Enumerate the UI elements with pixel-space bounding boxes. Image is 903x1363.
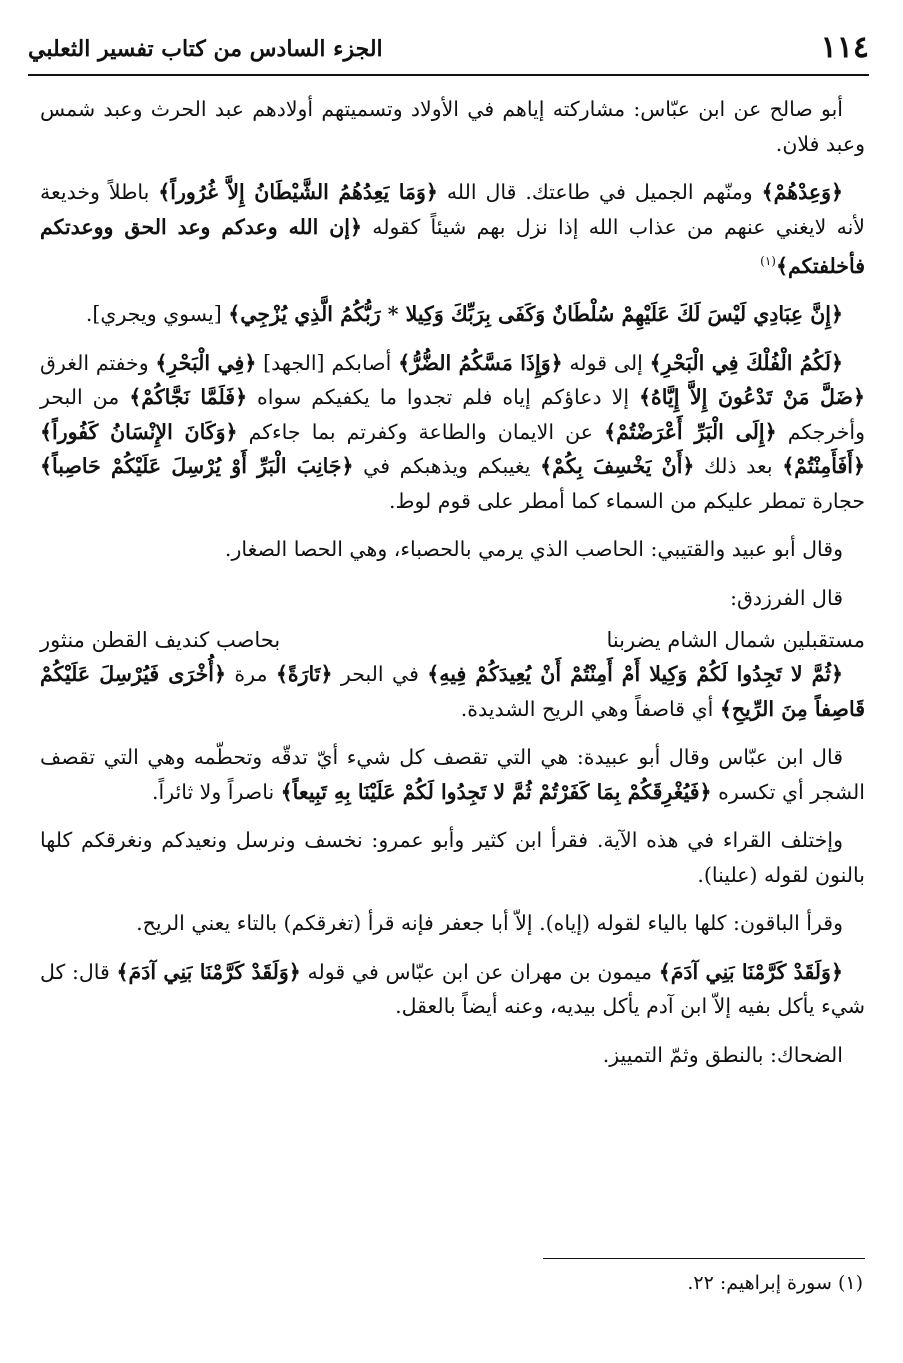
paragraph-text: ناصراً ولا ثائراً. bbox=[151, 779, 281, 804]
paragraph-text: قال: كل شيء يأكل بفيه إلاّ ابن آدم يأكل بيديه، وعنه أيضاً بالعقل. bbox=[40, 959, 865, 1019]
paragraph-text: مرة bbox=[225, 662, 276, 687]
poetry-verse bbox=[40, 623, 865, 657]
paragraph-text: قال ابن عبّاس وقال أبو عبيدة: هي التي تقصف كل شيء أيّ تدقّه وتحطّمه وهي التي تقصف الشجر أي تكسره bbox=[40, 745, 865, 804]
quran-quote: ﴿وَإِذَا مَسَّكُمُ الضُّرُّ﴾ bbox=[398, 350, 563, 375]
paragraph-text: أصابكم [الجهد] bbox=[256, 350, 399, 375]
paragraph: وقال أبو عبيد والقتيبي: الحاصب الذي يرمي بالحصباء، وهي الحصا الصغار. bbox=[224, 537, 843, 562]
paragraph-text: باطلاً وخديعة لأنه لايغني عنهم من عذاب الله إذا نزل بهم شيئاً كقوله bbox=[40, 180, 865, 239]
quran-quote: ﴿فَلَمَّا نَجَّاكُمْ﴾ bbox=[129, 385, 248, 410]
paragraph-text: إلى قوله bbox=[562, 350, 650, 375]
quran-quote: ﴿ثُمَّ لا تَجِدُوا لَكُمْ وَكِيلا أَمْ أَمِنْتُمْ أَنْ يُعِيدَكُمْ فِيهِ﴾ bbox=[427, 662, 844, 687]
quran-quote: ﴿أَنْ يَخْسِفَ بِكُمْ﴾ bbox=[540, 454, 695, 479]
footnote-text: (١) سورة إبراهيم: ٢٢. bbox=[687, 1272, 863, 1294]
quran-quote: ﴿وَكَانَ الإِنْسَانُ كَفُوراً﴾ bbox=[40, 419, 238, 444]
paragraph: وقرأ الباقون: كلها بالياء لقوله (إياه). إلاّ أبا جعفر فإنه قرأ (تغرقكم) بالتاء يعني الريح. bbox=[136, 911, 843, 936]
paragraph bbox=[40, 955, 865, 1024]
paragraph-text: حجارة تمطر عليكم من السماء كما أمطر على قوم لوط. bbox=[388, 488, 865, 513]
paragraph-text: ميمون بن مهران عن ابن عبّاس في قوله bbox=[300, 959, 659, 984]
running-title: الجزء السادس من كتاب تفسير الثعلبي bbox=[28, 36, 383, 62]
paragraph: الضحاك: بالنطق وثمّ التمييز. bbox=[602, 1042, 843, 1067]
paragraph bbox=[40, 297, 865, 332]
quran-quote: ﴿فَيُغْرِقَكُمْ بِمَا كَفَرْتُمْ ثُمَّ لا تَجِدُوا لَكُمْ عَلَيْنَا بِهِ تَبِيعاً﴾ bbox=[280, 779, 712, 804]
verse-first-hemistich: مستقبلين شمال الشام يضربنا bbox=[606, 628, 865, 653]
quran-quote: ﴿لَكُمُ الْفُلْكَ فِي الْبَحْرِ﴾ bbox=[649, 350, 844, 375]
paragraph-text: إلا دعاؤكم إياه فلم تجدوا ما يكفيكم سواه bbox=[247, 385, 639, 410]
page-header bbox=[28, 28, 869, 76]
paragraph bbox=[40, 740, 865, 809]
paragraph-text: يغيبكم ويذهبكم في bbox=[353, 454, 541, 479]
footnote-divider bbox=[543, 1258, 865, 1259]
quran-quote: ﴿وَلَقَدْ كَرَّمْنَا بَنِي آدَمَ﴾ bbox=[116, 959, 301, 984]
paragraph-text: أي قاصفاً وهي الريح الشديدة. bbox=[460, 696, 720, 721]
quran-quote: ﴿وَمَا يَعِدُهُمُ الشَّيْطَانُ إِلاَّ غُرُوراً﴾ bbox=[158, 180, 438, 204]
quran-quote: ﴿تَارَةً﴾ bbox=[275, 662, 333, 687]
paragraph-text: في البحر bbox=[332, 662, 428, 687]
quran-quote: ﴿إِلَى الْبَرِّ أَعْرَضْتُمْ﴾ bbox=[604, 419, 777, 444]
hadith-quote: ﴿إن الله وعدكم وعد الحق ووعدتكم فأخلفتكم﴾ bbox=[40, 214, 865, 278]
paragraph: أبو صالح عن ابن عبّاس: مشاركته إياهم في الأولاد وتسميتهم أولادهم عبد الحرث وعبد شمس وعبد فلان. bbox=[40, 97, 865, 156]
paragraph-text: عن الايمان والطاعة وكفرتم بما جاءكم bbox=[237, 419, 605, 444]
paragraph bbox=[40, 346, 865, 519]
footnote-reference[interactable]: (١) bbox=[760, 254, 776, 268]
quran-quote: ﴿إِنَّ عِبَادِي لَيْسَ لَكَ عَلَيْهِمْ سُلْطَانٌ وَكَفَى بِرَبِّكَ وَكِيلا * رَبُّكُمُ الَّذِي يُزْجِي﴾ bbox=[228, 302, 843, 327]
paragraph-text: بعد ذلك bbox=[694, 454, 783, 479]
verse-second-hemistich: بحاصب كنديف القطن منثور bbox=[40, 628, 281, 653]
quran-quote: ﴿أَفَأَمِنْتُمْ﴾ bbox=[782, 454, 865, 479]
paragraph bbox=[40, 657, 865, 726]
paragraph-text: من البحر وأخرجكم bbox=[40, 385, 865, 444]
page-number: ١١٤ bbox=[820, 30, 869, 65]
quran-quote: ﴿جَانِبَ الْبَرِّ أَوْ يُرْسِلَ عَلَيْكُمْ حَاصِباً﴾ bbox=[40, 454, 354, 479]
quran-quote: ﴿وَعِدْهُمْ﴾ bbox=[761, 180, 843, 204]
footnote bbox=[40, 1268, 863, 1298]
quran-quote: ﴿وَلَقَدْ كَرَّمْنَا بَنِي آدَمَ﴾ bbox=[658, 959, 843, 984]
page-body bbox=[40, 92, 865, 1086]
paragraph-text: ومنّهم الجميل في طاعتك. قال الله bbox=[437, 180, 762, 204]
quran-quote: ﴿ضَلَّ مَنْ تَدْعُونَ إِلاَّ إِيَّاهُ﴾ bbox=[638, 385, 865, 410]
paragraph: قال الفرزدق: bbox=[730, 585, 843, 610]
paragraph: وإختلف القراء في هذه الآية. فقرأ ابن كثير وأبو عمرو: نخسف ونرسل ونعيدكم ونغرقكم كلها بالنون لقوله (علينا). bbox=[40, 828, 865, 887]
paragraph-text: وخفتم الغرق bbox=[40, 350, 156, 375]
paragraph bbox=[40, 175, 865, 283]
quran-quote: ﴿أُخْرَى فَيُرْسِلَ عَلَيْكُمْ قَاصِفاً مِنَ الرِّيحِ﴾ bbox=[40, 662, 865, 721]
paragraph-text: [يسوي ويجري]. bbox=[85, 302, 229, 327]
quran-quote: ﴿فِي الْبَحْرِ﴾ bbox=[155, 350, 257, 375]
